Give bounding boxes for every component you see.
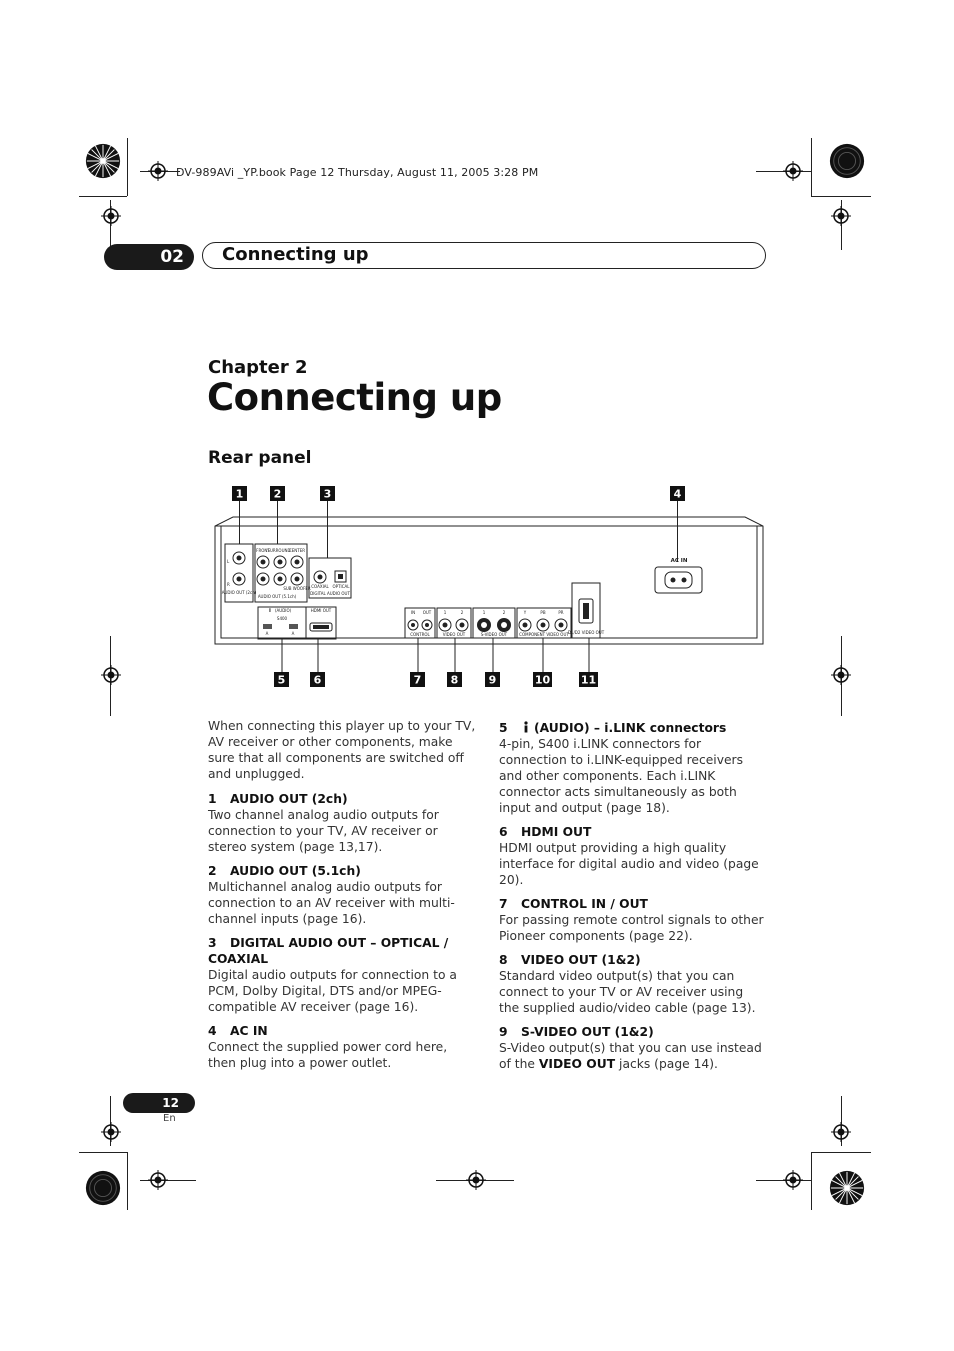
callout-1 — [232, 486, 247, 501]
page-language: En — [163, 1113, 176, 1124]
registration-mark-icon — [831, 665, 851, 685]
svg-text:AC IN: AC IN — [670, 558, 688, 564]
print-header: DV-989AVi _YP.book Page 12 Thursday, August 11, 2005 3:28 PM — [176, 166, 539, 179]
svg-text:R: R — [227, 582, 230, 587]
svg-text:CONTROL: CONTROL — [410, 632, 430, 637]
svg-text:COAXIAL: COAXIAL — [311, 584, 329, 589]
registration-mark-icon — [148, 161, 168, 181]
rosette-mark-icon — [84, 142, 122, 180]
svg-text:A: A — [265, 631, 269, 636]
right-column — [499, 720, 767, 1072]
svg-text:A: A — [291, 631, 295, 636]
callout-5 — [274, 672, 289, 687]
registration-mark-icon — [466, 1170, 486, 1190]
registration-mark-icon — [148, 1170, 168, 1190]
callout-7 — [410, 672, 425, 687]
page-title: Connecting up — [207, 376, 502, 419]
rosette-mark-icon — [828, 142, 866, 180]
section-title: Rear panel — [208, 448, 312, 468]
svg-text:1: 1 — [443, 610, 447, 615]
svg-text:SURROUND: SURROUND — [267, 548, 291, 553]
intro-paragraph: When connecting this player up to your TV, AV receiver or other components, make sure that all components are switched off and unplugged. — [208, 719, 476, 781]
item-heading: 7 CONTROL IN / OUT — [499, 897, 648, 911]
registration-mark-icon — [783, 161, 803, 181]
callout-8 — [447, 672, 462, 687]
item-heading: 5 (AUDIO) – i.LINK connectors — [499, 721, 727, 735]
item-heading: 2 AUDIO OUT (5.1ch) — [208, 864, 361, 878]
chapter-label: Chapter 2 — [208, 357, 308, 378]
svg-text:S400: S400 — [276, 616, 288, 621]
callout-4 — [670, 486, 685, 501]
svg-text:10: 10 — [534, 673, 551, 687]
item-body: For passing remote control signals to other Pioneer components (page 22). — [499, 913, 764, 943]
svg-text:D1/D2 VIDEO OUT: D1/D2 VIDEO OUT — [567, 630, 605, 635]
item-body: HDMI output providing a high quality interface for digital audio and video (page 20). — [499, 841, 759, 887]
svg-text:11: 11 — [580, 673, 597, 687]
item-body: Multichannel analog audio outputs for connection to an AV receiver with multi-channel inputs (page 16). — [208, 880, 455, 926]
page-number: 12 — [123, 1093, 195, 1113]
svg-text:7: 7 — [413, 673, 422, 687]
callout-2 — [270, 486, 285, 501]
rear-panel-diagram — [205, 482, 770, 692]
registration-mark-icon — [783, 1170, 803, 1190]
rosette-mark-icon — [84, 1169, 122, 1207]
item-body: Standard video output(s) that you can connect to your TV or AV receiver using the supplied audio/video cable (page 13). — [499, 969, 756, 1015]
svg-text:FRONT: FRONT — [256, 548, 270, 553]
svg-text:OPTICAL: OPTICAL — [332, 584, 350, 589]
registration-mark-icon — [831, 206, 851, 226]
svg-text:VIDEO OUT: VIDEO OUT — [442, 632, 466, 637]
ilink-icon — [521, 721, 531, 733]
registration-mark-icon — [101, 1122, 121, 1142]
svg-text:HDMI OUT: HDMI OUT — [310, 608, 332, 613]
item-heading: 4 AC IN — [208, 1024, 268, 1038]
registration-mark-icon — [831, 1122, 851, 1142]
callout-6 — [310, 672, 325, 687]
svg-text:9: 9 — [488, 673, 497, 687]
item-heading: 1 AUDIO OUT (2ch) — [208, 792, 348, 806]
item-body: Digital audio outputs for connection to a PCM, Dolby Digital, DTS and/or MPEG-compatible AV receiver (page 16). — [208, 968, 457, 1014]
svg-text:DIGITAL AUDIO OUT: DIGITAL AUDIO OUT — [310, 591, 350, 596]
svg-text:1: 1 — [235, 487, 244, 501]
svg-text:COMPONENT VIDEO OUT: COMPONENT VIDEO OUT — [519, 632, 569, 637]
svg-text:1: 1 — [482, 610, 486, 615]
item-heading: 8 VIDEO OUT (1&2) — [499, 953, 641, 967]
rosette-mark-icon — [828, 1169, 866, 1207]
chapter-number-badge: 02 — [104, 244, 194, 270]
item-heading: 9 S-VIDEO OUT (1&2) — [499, 1025, 654, 1039]
svg-text:5: 5 — [277, 673, 286, 687]
svg-text:OUT: OUT — [422, 610, 432, 615]
svg-text:PR: PR — [558, 610, 564, 615]
left-column — [208, 718, 476, 1071]
svg-text:2: 2 — [273, 487, 282, 501]
item-body: Connect the supplied power cord here, then plug into a power outlet. — [208, 1040, 448, 1070]
svg-text:Y: Y — [523, 610, 527, 615]
svg-text:S-VIDEO OUT: S-VIDEO OUT — [480, 632, 508, 637]
svg-text:i: i — [269, 608, 271, 614]
svg-text:CENTER: CENTER — [288, 548, 306, 553]
registration-mark-icon — [101, 665, 121, 685]
registration-mark-icon — [101, 206, 121, 226]
svg-text:2: 2 — [460, 610, 464, 615]
svg-text:L: L — [227, 559, 230, 564]
svg-text:2: 2 — [502, 610, 506, 615]
svg-text:SUB WOOFER: SUB WOOFER — [283, 586, 311, 591]
svg-text:AUDIO OUT (5.1ch): AUDIO OUT (5.1ch) — [257, 594, 297, 599]
svg-text:6: 6 — [313, 673, 322, 687]
svg-text:IN: IN — [410, 610, 416, 615]
item-heading: 3 DIGITAL AUDIO OUT – OPTICAL / COAXIAL — [208, 936, 449, 966]
item-body: S-Video output(s) that you can use instead of the VIDEO OUT jacks (page 14). — [499, 1041, 762, 1071]
callout-10 — [533, 672, 552, 687]
callout-9 — [485, 672, 500, 687]
item-body: Two channel analog audio outputs for connection to your TV, AV receiver or stereo system (page 13,17). — [208, 808, 439, 854]
callout-3 — [320, 486, 335, 501]
callout-11 — [579, 672, 598, 687]
item-heading: 6 HDMI OUT — [499, 825, 592, 839]
svg-text:4: 4 — [673, 487, 682, 501]
svg-text:3: 3 — [323, 487, 332, 501]
svg-text:(AUDIO): (AUDIO) — [275, 608, 292, 613]
svg-text:PB: PB — [540, 610, 546, 615]
svg-text:8: 8 — [450, 673, 459, 687]
item-body: 4-pin, S400 i.LINK connectors for connection to i.LINK-equipped receivers and other components. Each i.LINK connector acts simultaneously as both input and output (page 18). — [499, 737, 743, 815]
svg-text:AUDIO OUT (2ch): AUDIO OUT (2ch) — [221, 590, 257, 595]
header-title: Connecting up — [222, 244, 369, 265]
